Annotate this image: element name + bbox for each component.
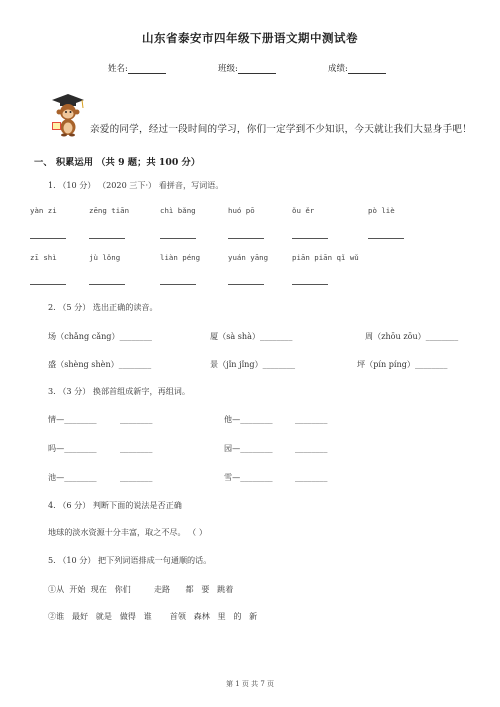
intro-text: 亲爱的同学，经过一段时间的学习，你们一定学到不少知识，今天就让我们大显身手吧！ — [90, 124, 472, 135]
answer-line[interactable] — [160, 238, 196, 239]
reading-choice: 坪（pín píng）________ — [357, 359, 448, 369]
answer-line[interactable] — [160, 284, 196, 285]
pinyin-item: zēng tiān — [89, 206, 130, 215]
answer-line[interactable] — [292, 284, 328, 285]
pinyin-item: chì bǎng — [160, 206, 196, 215]
name-blank — [128, 64, 166, 74]
word-order-line: ②谁 最好 就是 做得 谁 首领 森林 里 的 新 — [48, 611, 258, 621]
answer-line[interactable] — [292, 238, 328, 239]
answer-line[interactable] — [228, 238, 264, 239]
radical-blank: ________ — [295, 414, 328, 424]
pinyin-item: ǒu ěr — [292, 206, 315, 215]
score-blank — [348, 64, 386, 74]
question-1-title: 1. （10 分） （2020 三下·） 看拼音，写词语。 — [48, 180, 224, 190]
score-field — [328, 62, 386, 74]
radical-item: 他—________ — [224, 414, 273, 424]
reading-choice: 景（jǐn jǐng）________ — [210, 359, 296, 369]
answer-line[interactable] — [368, 238, 404, 239]
question-2-title: 2. （5 分） 选出正确的读音。 — [48, 302, 158, 312]
pinyin-item: yàn zi — [30, 206, 57, 215]
pinyin-item: jù lǒng — [89, 253, 121, 262]
page-footer: 第 1 页 共 7 页 — [225, 680, 275, 688]
pinyin-item: huó pō — [228, 206, 255, 215]
radical-item: 园—________ — [224, 443, 273, 453]
class-blank — [238, 64, 276, 74]
score-label: 成绩: — [328, 64, 348, 74]
pinyin-item: liàn péng — [160, 253, 201, 262]
class-field — [218, 62, 276, 74]
pinyin-item: piān piān qǐ wǔ — [292, 253, 359, 262]
class-label: 班级: — [218, 64, 238, 74]
answer-line[interactable] — [228, 284, 264, 285]
radical-item: 雪—________ — [224, 472, 273, 482]
radical-item: 池—________ — [48, 472, 97, 482]
reading-choice: 盛（shèng shèn）________ — [48, 359, 152, 369]
reading-choice: 厦（sà shà）________ — [210, 331, 293, 341]
name-label: 姓名: — [108, 64, 128, 74]
pinyin-item: zī shì — [30, 253, 57, 262]
question-5-title: 5. （10 分） 把下列词语排成一句通顺的话。 — [48, 555, 212, 565]
radical-blank: ________ — [120, 443, 153, 453]
radical-blank: ________ — [120, 414, 153, 424]
radical-blank: ________ — [295, 472, 328, 482]
question-4-title: 4. （6 分） 判断下面的说法是否正确 — [48, 500, 182, 510]
radical-item: 吗—________ — [48, 443, 97, 453]
pinyin-item: pò liè — [368, 206, 395, 215]
radical-blank: ________ — [120, 472, 153, 482]
section-heading: 一、 积累运用 （共 9 题；共 100 分） — [34, 157, 201, 168]
answer-line[interactable] — [30, 238, 66, 239]
judgement-statement: 地球的淡水资源十分丰富，取之不尽。 （ ） — [48, 527, 207, 537]
pinyin-item: yuán yāng — [228, 253, 269, 262]
page-title: 山东省泰安市四年级下册语文期中测试卷 — [142, 31, 358, 45]
word-order-line: ①从 开始 现在 你们 走路 都 要 跳着 — [48, 584, 234, 594]
answer-line[interactable] — [30, 284, 66, 285]
radical-item: 情—________ — [48, 414, 97, 424]
answer-line[interactable] — [89, 284, 125, 285]
answer-line[interactable] — [89, 238, 125, 239]
name-field — [108, 62, 166, 74]
graduate-mascot-icon — [46, 92, 86, 138]
reading-choice: 场（chǎng cǎng）________ — [48, 331, 152, 341]
question-3-title: 3. （3 分） 换部首组成新字，再组词。 — [48, 386, 190, 396]
reading-choice: 周（zhōu zōu）________ — [365, 331, 459, 341]
radical-blank: ________ — [295, 443, 328, 453]
